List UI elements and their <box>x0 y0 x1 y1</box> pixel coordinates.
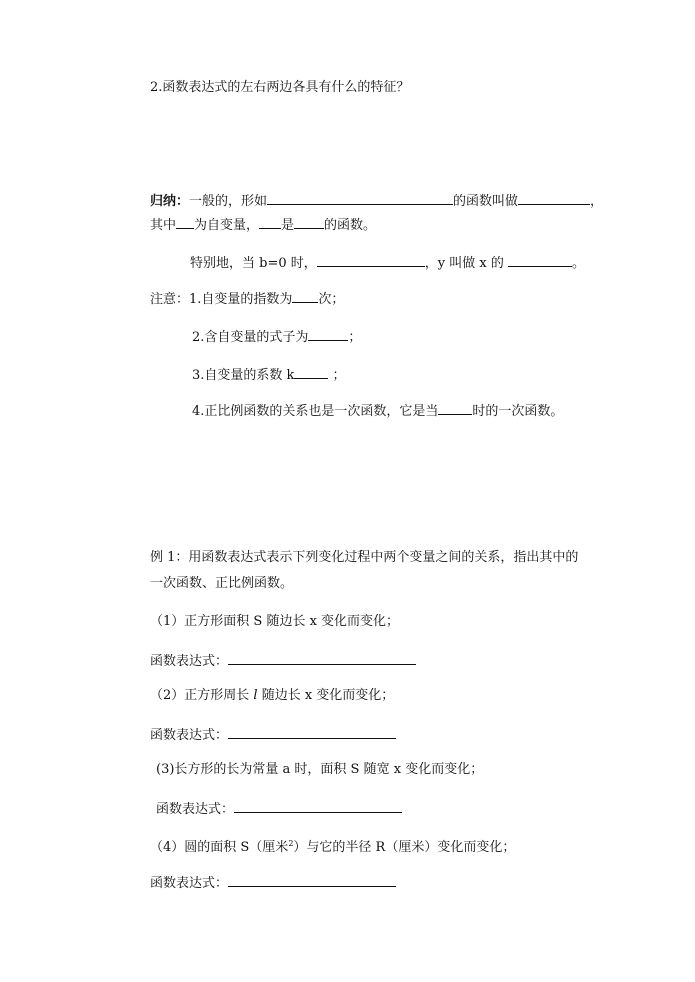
expression-label: 函数表达式： <box>150 876 229 891</box>
blank-form[interactable] <box>267 192 453 205</box>
blank-dependent-var[interactable] <box>259 216 281 229</box>
summary-line-1 <box>150 192 603 210</box>
blank-exponent[interactable] <box>292 290 318 303</box>
summary-text: 的函数。 <box>324 218 377 233</box>
summary-label: 归纳： <box>150 194 190 209</box>
example-intro-1: 例 1：用函数表达式表示下列变化过程中两个变量之间的关系，指出其中的 <box>150 550 579 565</box>
summary-text: 一般的，形如 <box>189 194 268 209</box>
summary-text: ， <box>590 194 604 209</box>
item-text: ）与它的半径 R（厘米）变化而变化； <box>293 840 516 855</box>
blank-expression-3[interactable] <box>234 800 402 813</box>
summary-line-2 <box>150 216 376 234</box>
note-text: 时的一次函数。 <box>472 404 564 419</box>
blank-special-form[interactable] <box>317 254 425 267</box>
blank-condition[interactable] <box>438 402 472 415</box>
blank-function-name[interactable] <box>518 192 590 205</box>
item-text: （2）正方形周长 <box>150 688 254 703</box>
example-item-3: (3)长方形的长为常量 a 时，面积 S 随宽 x 变化而变化； <box>156 762 484 777</box>
note-text: 2.含自变量的式子为 <box>192 330 309 345</box>
item-text: （4）圆的面积 S（厘米 <box>150 840 289 855</box>
note-text: 次； <box>318 292 345 307</box>
expression-line-1 <box>150 652 416 670</box>
expression-line-4 <box>150 874 396 892</box>
summary-line-3 <box>190 254 585 272</box>
note-text: 4.正比例函数的关系也是一次函数，它是当 <box>192 404 439 419</box>
note-text: ； <box>348 330 362 345</box>
blank-proportional[interactable] <box>508 254 572 267</box>
note-text: ； <box>328 368 346 383</box>
summary-text: 是 <box>281 218 295 233</box>
example-intro-2: 一次函数、正比例函数。 <box>150 576 294 591</box>
blank-of-function[interactable] <box>294 216 324 229</box>
summary-text: ，y 叫做 x 的 <box>424 256 508 271</box>
example-item-4 <box>150 836 515 856</box>
summary-text: 的函数叫做 <box>453 194 519 209</box>
blank-expression-2[interactable] <box>228 726 396 739</box>
expression-label: 函数表达式： <box>150 654 229 669</box>
blank-independent-var[interactable] <box>176 216 194 229</box>
summary-text: 。 <box>571 256 585 271</box>
note-2 <box>192 328 361 346</box>
perimeter-variable: l <box>253 688 258 703</box>
superscript: 2 <box>288 839 294 848</box>
summary-text: 其中 <box>150 218 177 233</box>
example-item-1: （1）正方形面积 S 随边长 x 变化而变化； <box>150 614 400 629</box>
note-text: 3.自变量的系数 k <box>192 368 295 383</box>
blank-expression-1[interactable] <box>228 652 416 665</box>
summary-text: 为自变量， <box>194 218 260 233</box>
expression-line-2 <box>150 726 396 744</box>
expression-label: 函数表达式： <box>156 802 235 817</box>
expression-line-3 <box>156 800 402 818</box>
blank-coefficient[interactable] <box>294 366 328 379</box>
blank-expression-4[interactable] <box>228 874 396 887</box>
example-item-2 <box>150 688 394 704</box>
question-2: 2.函数表达式的左右两边各具有什么的特征？ <box>150 80 410 95</box>
summary-text: 特别地，当 b=0 时， <box>190 256 317 271</box>
blank-expression-type[interactable] <box>308 328 348 341</box>
expression-label: 函数表达式： <box>150 728 229 743</box>
note-4 <box>192 402 563 420</box>
item-text: 随边长 x 变化而变化； <box>257 688 395 703</box>
note-text: 注意：1.自变量的指数为 <box>150 292 293 307</box>
note-3 <box>192 366 346 384</box>
note-1 <box>150 290 344 308</box>
